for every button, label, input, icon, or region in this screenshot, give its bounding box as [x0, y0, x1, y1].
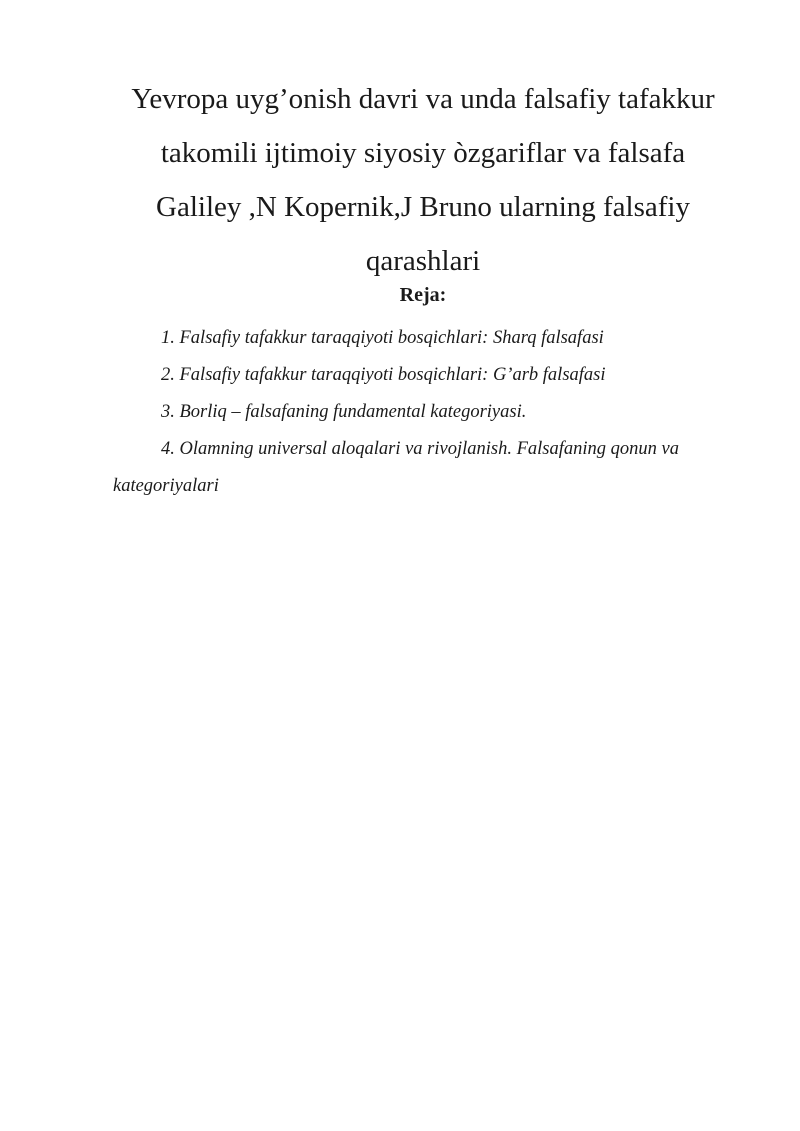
plan-item: 3. Borliq – falsafaning fundamental kategoriyasi.: [161, 402, 527, 422]
plan-list: [113, 320, 753, 505]
plan-heading: Reja:: [399, 284, 447, 306]
plan-item: 1. Falsafiy tafakkur taraqqiyoti bosqichlari: Sharq falsafasi: [161, 328, 604, 348]
plan-item: 4. Olamning universal aloqalari va rivojlanish. Falsafaning qonun va kategoriyalari: [113, 439, 679, 496]
plan-item: 2. Falsafiy tafakkur taraqqiyoti bosqichlari: G’arb falsafasi: [161, 365, 606, 385]
title-line: takomili ijtimoiy siyosiy òzgariflar va falsafa: [160, 137, 686, 169]
title-line: Galiley ,N Kopernik,J Bruno ularning falsafiy: [156, 191, 690, 223]
document-title: [95, 72, 751, 288]
title-line: Yevropa uyg’onish davri va unda falsafiy tafakkur: [131, 83, 715, 115]
title-line: qarashlari: [365, 245, 481, 277]
